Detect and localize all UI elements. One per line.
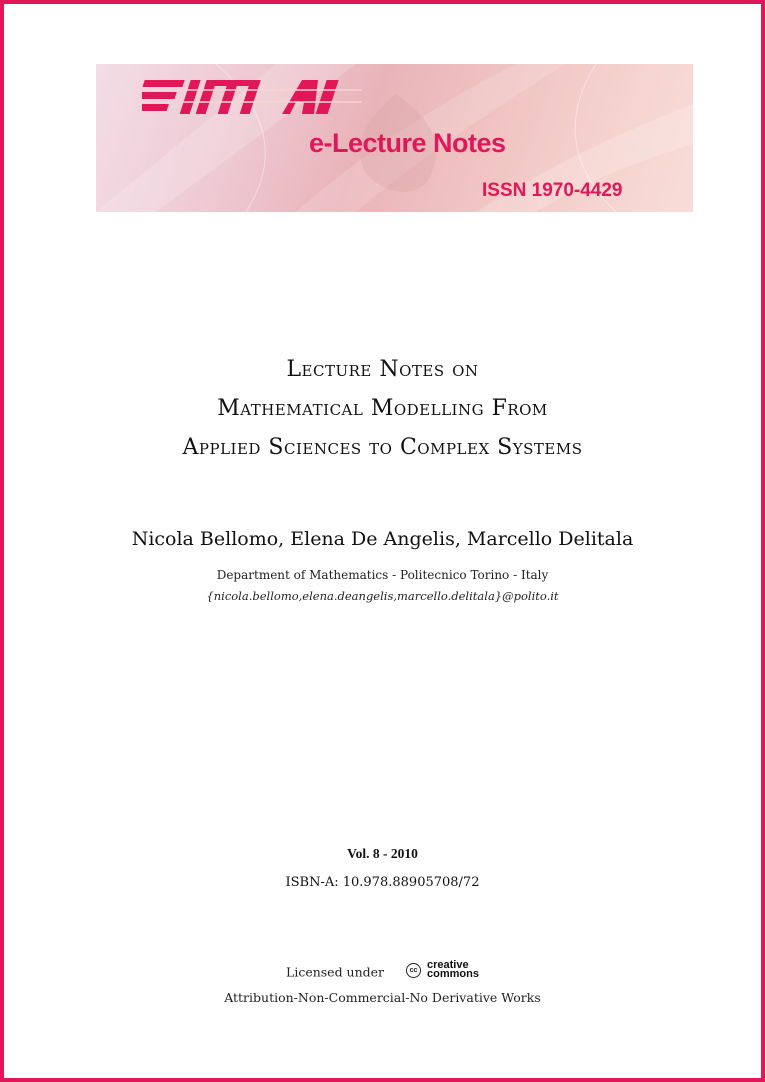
author-emails: {nicola.bellomo,elena.deangelis,marcello.delitala}@polito.it [206,589,559,603]
series-title: e-Lecture Notes [309,128,506,158]
license-line [4,959,761,982]
document-title [4,350,761,467]
isbn-label: ISBN-A: 10.978.88905708/72 [285,875,480,890]
simai-logo [142,76,362,120]
license-prefix: Licensed under [286,964,385,980]
authors: Nicola Bellomo, Elena De Angelis, Marcello Delitala [131,528,634,550]
title-line-1: Lecture Notes on [286,357,479,382]
issn-label: ISSN 1970-4429 [482,180,623,201]
license-terms: Attribution-Non-Commercial-No Derivative Works [224,990,541,1005]
header-banner [96,64,693,212]
creative-commons-logo [406,961,479,979]
svg-text:SIMAI: SIMAI [142,76,146,77]
cc-icon: cc [406,963,421,978]
title-line-2: Mathematical Modelling From [217,396,548,421]
volume-label: Vol. 8 - 2010 [347,846,418,861]
cc-wordmark: creative commons [427,959,479,980]
title-line-3: Applied Sciences to Complex Systems [182,435,583,460]
affiliation: Department of Mathematics - Politecnico Torino - Italy [216,568,549,582]
